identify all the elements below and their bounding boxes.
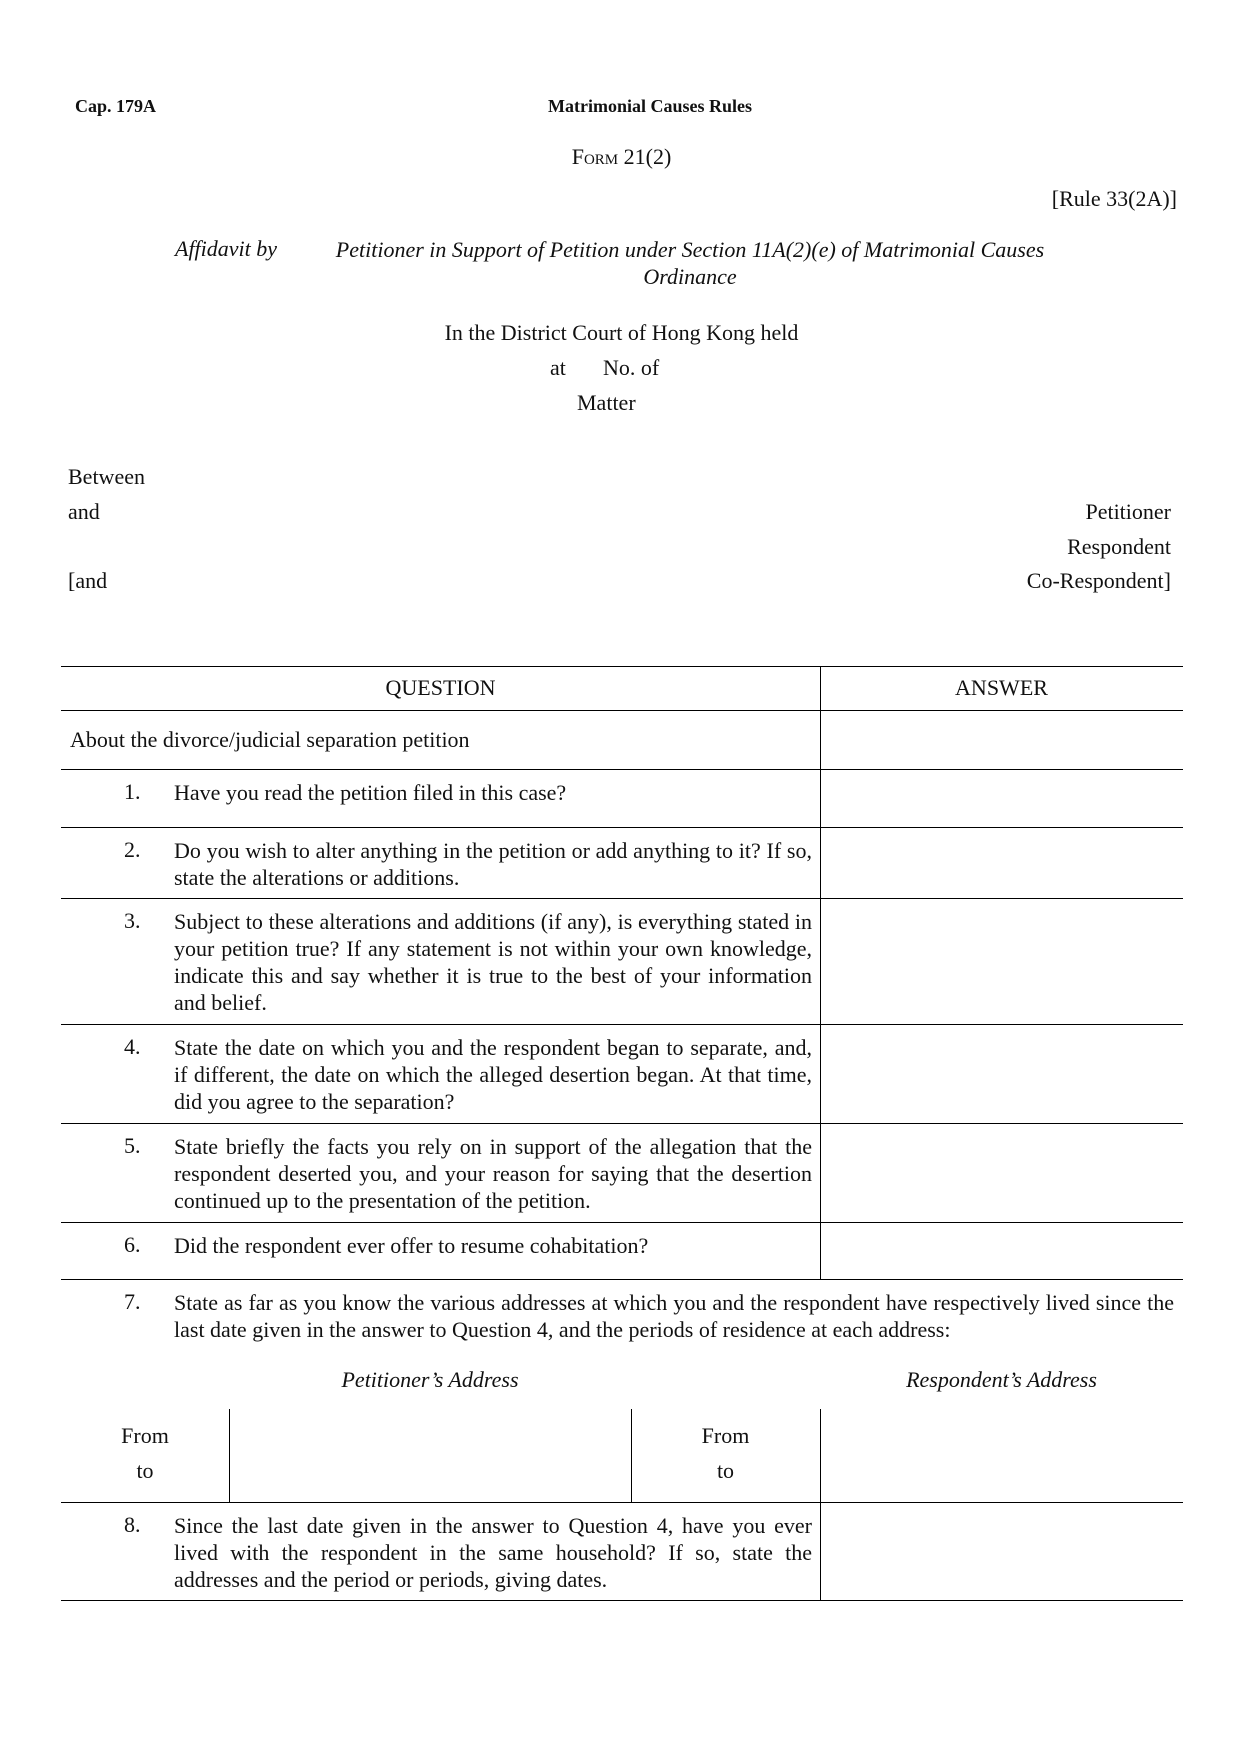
question-number: 5. <box>124 1133 141 1158</box>
respondent-from-label: From <box>701 1423 750 1448</box>
parties-between: Between <box>68 464 145 489</box>
form-number <box>0 144 1243 170</box>
respondent-to-label: to <box>716 1458 735 1483</box>
table-rule <box>61 769 1183 770</box>
question-text: Did the respondent ever offer to resume cohabitation? <box>174 1233 649 1258</box>
respondent-address-heading: Respondent’s Address <box>906 1367 1097 1392</box>
question-text: State the date on which you and the respondent began to separate, and, if different, the date on which the alleged desertion began. At that time, did you agree to the separation? <box>174 1035 812 1114</box>
question-number: 7. <box>124 1289 141 1314</box>
affidavit-title-line2: Ordinance <box>643 264 737 289</box>
table-rule <box>61 1024 1183 1025</box>
answer-column-divider <box>820 1502 821 1600</box>
question-text: Since the last date given in the answer to Question 4, have you ever lived with the respondent in the same household? If so, state the addresses and the period or periods, giving dates. <box>174 1513 812 1592</box>
question-text: State as far as you know the various addresses at which you and the respondent have respectively lived since the last date given in the answer to Question 4, and the periods of residence at each address: <box>174 1290 1174 1342</box>
question-number: 2. <box>124 837 141 862</box>
affidavit-title <box>310 236 1070 290</box>
petitioner-from-label: From <box>121 1423 169 1448</box>
question-number: 4. <box>124 1034 141 1059</box>
table-rule <box>61 1222 1183 1223</box>
court-matter: Matter <box>577 390 636 415</box>
respondent-label: Respondent <box>1067 534 1171 559</box>
table-rule <box>61 1502 1183 1503</box>
form-number-value: 21(2) <box>623 144 672 169</box>
rule-reference: [Rule 33(2A)] <box>1051 186 1177 211</box>
parties-and: and <box>68 499 100 524</box>
answer-column-divider <box>820 666 821 1279</box>
table-top-rule <box>61 666 1183 667</box>
table-rule <box>61 1123 1183 1124</box>
parties-and-bracket: [and <box>68 568 108 593</box>
address-column-divider <box>229 1409 230 1502</box>
chapter-number: Cap. 179A <box>75 96 157 116</box>
petitioner-address-heading: Petitioner’s Address <box>341 1367 519 1392</box>
table-bottom-rule <box>61 1600 1183 1601</box>
question-number: 3. <box>124 908 141 933</box>
affidavit-label: Affidavit by <box>175 236 278 261</box>
court-at: at <box>550 355 566 380</box>
petitioner-label: Petitioner <box>1085 499 1171 524</box>
section-title: About the divorce/judicial separation petition <box>70 727 470 752</box>
question-text: Do you wish to alter anything in the petition or add anything to it? If so, state the alterations or additions. <box>174 838 812 890</box>
question-header: QUESTION <box>385 675 496 700</box>
answer-header: ANSWER <box>955 675 1048 700</box>
table-rule <box>61 898 1183 899</box>
document-title: Matrimonial Causes Rules <box>548 96 752 116</box>
court-heading: In the District Court of Hong Kong held <box>444 320 799 345</box>
question-text: State briefly the facts you rely on in support of the allegation that the respondent deserted you, and your reason for saying that the desertion continued up to the presentation of the petition. <box>174 1134 812 1213</box>
table-rule <box>61 827 1183 828</box>
form-prefix: Form <box>571 144 619 169</box>
question-number: 8. <box>124 1512 141 1537</box>
question-text: Subject to these alterations and additions (if any), is everything stated in your petition true? If any statement is not within your own knowledge, indicate this and say whether it is true to the best of your information and belief. <box>174 909 812 1015</box>
address-column-divider <box>820 1409 821 1502</box>
table-rule <box>61 1279 1183 1280</box>
table-rule <box>61 710 1183 711</box>
petitioner-to-label: to <box>136 1458 154 1483</box>
question-text: Have you read the petition filed in this case? <box>174 780 567 805</box>
affidavit-title-line1: Petitioner in Support of Petition under Section 11A(2)(e) of Matrimonial Causes <box>335 237 1045 262</box>
question-number: 6. <box>124 1232 141 1257</box>
question-number: 1. <box>124 779 141 804</box>
court-no-of: No. of <box>603 355 660 380</box>
co-respondent-label: Co-Respondent] <box>1026 568 1171 593</box>
